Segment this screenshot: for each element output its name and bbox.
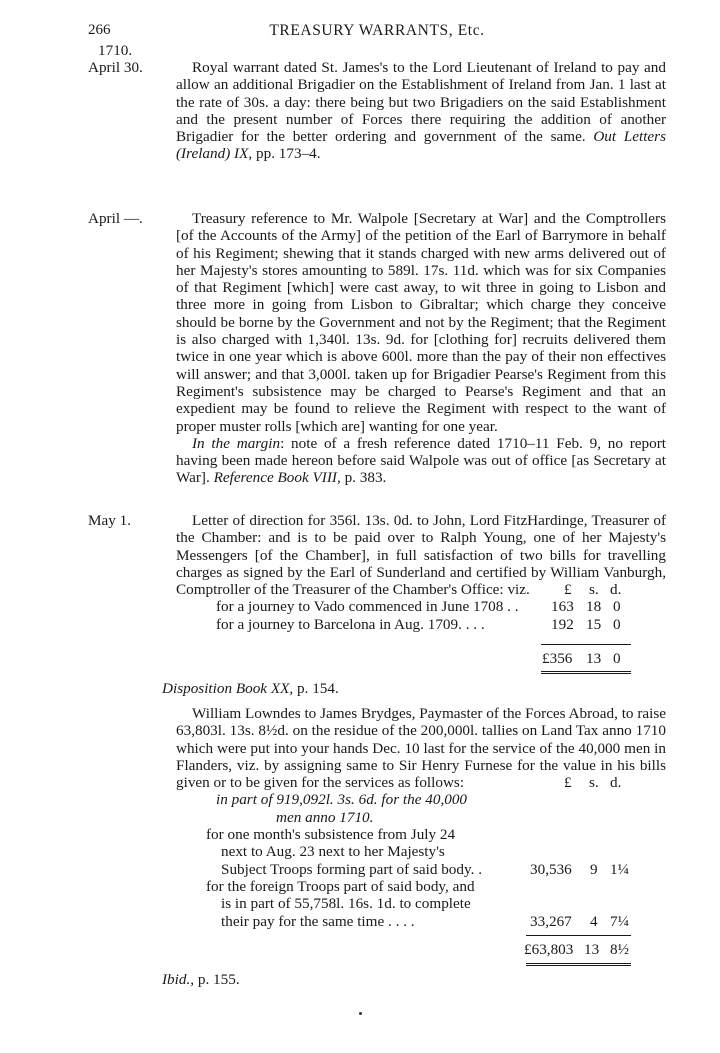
entry-reference-tail: , p. 155. [190, 971, 240, 989]
col-head-pence: d. [610, 774, 622, 792]
row-pence: 0 [613, 615, 621, 633]
entry-reference-tail: , pp. 173–4. [248, 145, 321, 163]
entry-reference-line [162, 680, 666, 697]
entry-text: Treasury reference to Mr. Walpole [Secretary at War] and the Comptrollers [of the Accounts of the Army] of the petition of the Earl of Barrymore in behalf of his Regiment; shewing that it stands charged with new arms delivered out of her Majesty's stores amounting to 589l. 17s. 11d. which was for six Companies of that Regiment [which] were cast away, to wit three in going to Lisbon and three more in going from Lisbon to Gibraltar; which charge they conceive should be borne by the Government and not by the Regiment; that the Regiment is also charged with 1,340l. 13s. 9d. for [clothing for] recruits delivered them twice in one year which is above 600l. more than the pay of their non effectives will answer; and that 3,000l. taken up for Brigadier Pearse's Regiment from this Regiment's subsistence may be charged to Pearse's Regiment and that an expedient may be found to relieve the Regiment with respect to the want of proper muster rolls [which are] wanting for one year. [176, 210, 666, 435]
entry-body [176, 210, 666, 487]
total-pence: 0 [613, 650, 621, 668]
total-double-rule [541, 671, 631, 674]
account-table [162, 774, 666, 1051]
row-pence: 1¼ [610, 860, 629, 878]
row-label: for a journey to Barcelona in Aug. 1709. . . . [216, 615, 485, 633]
entry-reference: Reference Book VIII [213, 469, 337, 487]
page-header [88, 22, 666, 42]
account-table [176, 581, 666, 678]
row-label: for a journey to Vado commenced in June 1708 . . [216, 598, 519, 616]
account-row [176, 616, 666, 633]
row-pence: 0 [613, 598, 621, 616]
row-pounds: 192 [551, 615, 574, 633]
row-shillings: 4 [590, 912, 598, 930]
item-line: for the foreign Troops part of said body, and [206, 877, 475, 895]
entry-body [176, 59, 666, 163]
col-head-shillings: s. [589, 774, 599, 792]
entry-reference-tail: , p. 383. [336, 469, 387, 487]
total-pounds: £356 [542, 650, 573, 668]
item-line: Subject Troops forming part of said body. . 30,536 9 1¼ [221, 860, 629, 878]
year-marker: 1710. [98, 42, 133, 59]
entry-lowndes [88, 705, 666, 1051]
entry-reference-line [162, 971, 240, 988]
account-total [176, 941, 666, 958]
page-number: 266 [88, 22, 111, 38]
total-pence: 8½ [610, 941, 629, 959]
entry-april-30 [88, 42, 666, 163]
entry-date: April 30. [88, 59, 143, 76]
entry-may-1 [88, 512, 666, 698]
account-total [176, 650, 666, 667]
row-pounds: 163 [551, 598, 574, 616]
account-row [176, 598, 666, 615]
total-double-rule [526, 963, 631, 966]
total-rule [526, 935, 631, 936]
total-shillings: 13 [586, 650, 602, 668]
entry-text: Letter of direction for 356l. 13s. 0d. to John, Lord FitzHardinge, Treasurer of the Chamber: and is to be paid over to Ralph Young, one of her Majesty's Messengers [of the Chamber], in full satisfaction of two bills for travelling charges as signed by the Earl of Sunderland and certified by William Vanburgh, Comptroller of the Treasurer of the Chamber's Office: viz. [176, 512, 666, 599]
item-line: next to Aug. 23 next to her Majesty's [221, 843, 445, 861]
margin-note-label: In the margin [192, 434, 281, 452]
column-heads [176, 774, 666, 791]
col-head-pounds: £ [564, 774, 572, 792]
running-title: TREASURY WARRANTS, Etc. [269, 22, 485, 39]
entry-april [88, 210, 666, 487]
row-pounds: 30,536 [530, 860, 572, 878]
column-heads [176, 581, 666, 598]
entry-reference: Ibid. [162, 971, 191, 989]
col-head-pounds: £ [564, 581, 572, 599]
page-mark [359, 1012, 362, 1015]
sub-heading: in part of 919,092l. 3s. 6d. for the 40,000 [216, 791, 468, 809]
item-line: their pay for the same time . . . . 33,267 4 7¼ [221, 912, 629, 930]
sub-heading: men anno 1710. [276, 808, 374, 826]
entry-text: William Lowndes to James Brydges, Paymaster of the Forces Abroad, to raise 63,803l. 13s. 8½d. on the residue of the 200,000l. tallies on Land Tax anno 1710 which were put into your hands Dec. 10 last for the service of the 40,000 men in Flanders, viz. by assigning same to Sir Henry Furnese for the value in his bills given or to be given for the services as follows: [176, 705, 666, 792]
row-shillings: 9 [590, 860, 598, 878]
total-rule [541, 644, 631, 645]
margin-note-text: : note of a fresh reference dated 1710–11 Feb. 9, no report having been made hereon before said Walpole was out of office [as Secretary at War]. [176, 434, 666, 487]
margin-note [176, 435, 666, 487]
entry-reference: Disposition Book XX [162, 680, 290, 698]
total-pounds: £63,803 [524, 941, 574, 959]
entry-date: April —. [88, 210, 143, 227]
entry-reference: Out Letters (Ireland) IX [176, 128, 666, 163]
row-pounds: 33,267 [530, 912, 572, 930]
row-shillings: 18 [586, 598, 602, 616]
entry-text: Royal warrant dated St. James's to the Lord Lieutenant of Ireland to pay and allow an additional Brigadier on the Establishment of Ireland from Jan. 1 last at the rate of 30s. a day: there being but two Brigadiers on the said Establishment and the present number of Forces there requiring the addition of another Brigadier for the better ordering and government of the same. [176, 59, 666, 146]
entry-date: May 1. [88, 512, 132, 529]
item-line: for one month's subsistence from July 24 [206, 826, 456, 844]
entry-reference-tail: , p. 154. [289, 680, 339, 698]
item-line: is in part of 55,758l. 16s. 1d. to complete [221, 895, 471, 913]
col-head-shillings: s. [589, 581, 599, 599]
total-shillings: 13 [584, 941, 600, 959]
row-pence: 7¼ [610, 912, 629, 930]
col-head-pence: d. [610, 581, 622, 599]
row-shillings: 15 [586, 615, 602, 633]
